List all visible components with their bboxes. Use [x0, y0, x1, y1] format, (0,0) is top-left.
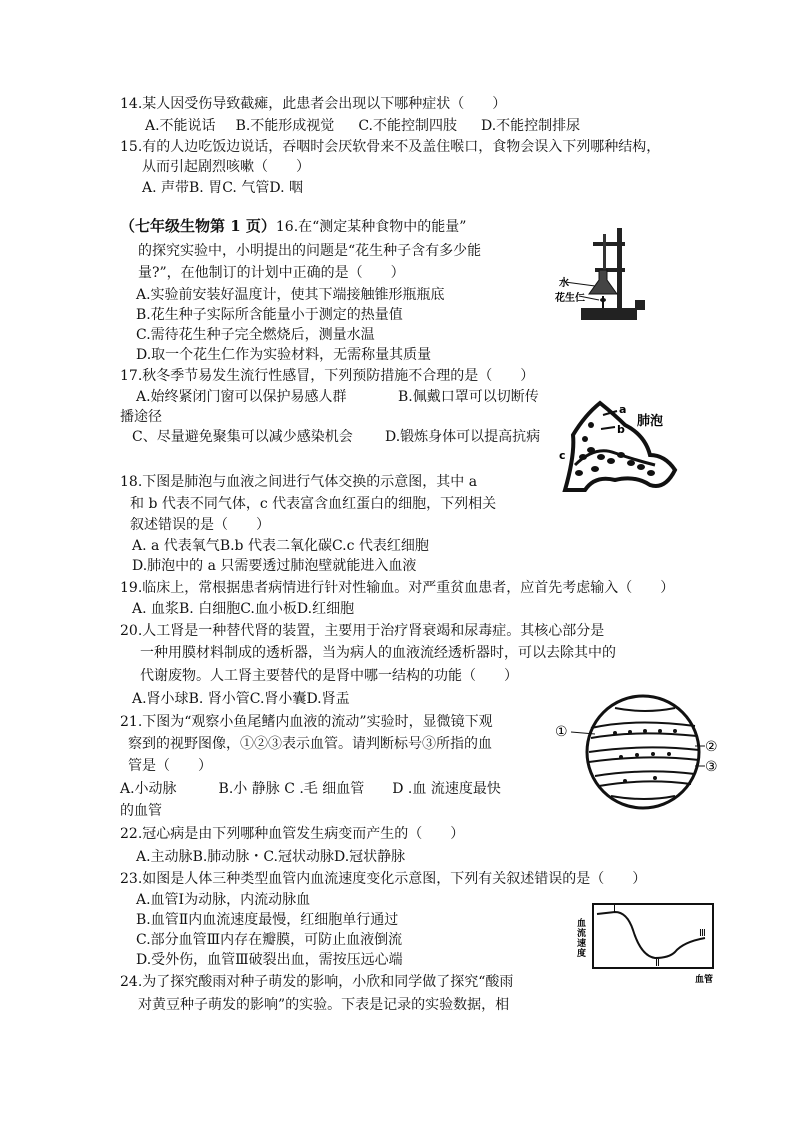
q20-options	[132, 690, 350, 708]
q18-figure-label-a: a	[619, 403, 627, 416]
q23-ylabel-1: 血	[577, 919, 587, 929]
q23-option-b: B.血管Ⅱ内血流速度最慢，红细胞单行通过	[136, 912, 399, 928]
q14-option-a: A.不能说话	[145, 118, 216, 134]
q15-option-c: C. 气管	[222, 180, 270, 196]
q21-figure-label-3: ③	[705, 759, 718, 775]
q19-options	[132, 600, 354, 618]
q17-stem: 17.秋冬季节易发生流行性感冒，下列预防措施不合理的是（ ）	[120, 368, 535, 384]
q17-option-a: A.始终紧闭门窗可以保护易感人群	[136, 389, 347, 405]
q22-option-d: D.冠状静脉	[333, 849, 406, 865]
q16-stem-line3: 量?”，在他制订的计划中正确的是（ ）	[138, 265, 405, 281]
q18-stem-line1: 18.下图是肺泡与血液之间进行气体交换的示意图，其中 a	[120, 474, 478, 490]
q21-figure-label-1: ①	[555, 724, 568, 740]
q23-ylabel-4: 度	[577, 949, 587, 959]
q14-stem: 14.某人因受伤导致截瘫，此患者会出现以下哪种症状（ ）	[120, 96, 507, 112]
q20-option-a: A.肾小球	[132, 691, 189, 707]
q18-option-d: D.肺泡中的 a 只需要透过肺泡壁就能进入血液	[132, 558, 417, 574]
q20-stem-line3: 代谢废物。人工肾主要替代的是肾中哪一结构的功能（ ）	[140, 668, 518, 684]
q18-alveolus-figure	[555, 395, 685, 500]
q23-option-a: A.血管Ⅰ为动脉，内流动脉血	[136, 892, 311, 908]
q18-option-b: B.b 代表二氧化碳	[219, 538, 332, 554]
q18-figure-label-b: b	[617, 423, 625, 436]
q15-option-a: A. 声带	[142, 180, 190, 196]
q22-stem: 22.冠心病是由下列哪种血管发生病变而产生的（ ）	[120, 826, 465, 842]
q18-options	[132, 537, 429, 555]
page-label: （七年级生物第 1 页）	[120, 217, 276, 235]
q16-figure-label-peanut: 花生仁	[555, 293, 585, 304]
q22-option-a: A.主动脉	[136, 849, 193, 865]
q14-option-b: B.不能形成视觉	[235, 118, 335, 134]
q21-stem-line2: 察到的视野图像，①②③表示血管。请判断标号③所指的血	[128, 736, 492, 752]
q16-figure-label-water: 水	[559, 278, 569, 289]
q20-option-c: C.肾小囊	[249, 691, 307, 707]
q23-figure-label-iii: Ⅲ	[699, 928, 706, 939]
q16-option-d: D.取一个花生仁作为实验材料，无需称量其质量	[136, 347, 432, 363]
q14-option-c: C.不能控制四肢	[358, 118, 457, 134]
q16-stem-start: 16.在“测定某种食物中的能量”	[275, 219, 467, 235]
q15-options	[142, 179, 303, 197]
q23-option-c: C.部分血管Ⅲ内存在瓣膜，可防止血液倒流	[136, 932, 403, 948]
q21-options: A.小动脉 B.小 静脉 C .毛 细血管 D .血 流速度最快	[120, 781, 501, 797]
q14-option-d: D.不能控制排尿	[480, 118, 581, 134]
q18-option-a: A. a 代表氧气	[132, 538, 220, 554]
q18-stem-line3: 叙述错误的是（ ）	[130, 517, 270, 533]
q24-stem-line1: 24.为了探究酸雨对种子萌发的影响，小欣和同学做了探究“酸雨	[120, 974, 514, 990]
q23-stem: 23.如图是人体三种类型血管内血流速度变化示意图，下列有关叙述错误的是（ ）	[120, 871, 647, 887]
q17-option-d-part1: D.锻炼身体可以提高抗病	[385, 429, 541, 445]
q18-stem-line2: 和 b 代表不同气体，c 代表富含血红蛋白的细胞，下列相关	[130, 496, 497, 512]
q21-stem-line1: 21.下图为“观察小鱼尾鳍内血液的流动”实验时，显微镜下观	[120, 714, 493, 730]
q15-option-d: D. 咽	[269, 180, 303, 196]
q16-option-a: A.实验前安装好温度计，使其下端接触锥形瓶瓶底	[136, 287, 445, 303]
q16-stem-line1	[120, 217, 466, 236]
q17-option-b-part1: B.佩戴口罩可以切断传	[398, 389, 539, 405]
q22-option-c: C.冠状动脉	[263, 849, 334, 865]
q16-option-c: C.需待花生种子完全燃烧后，测量水温	[136, 327, 375, 343]
q21-stem-line3: 管是（ ）	[128, 758, 212, 774]
q19-option-b: B. 白细胞	[179, 601, 241, 617]
q23-figure-label-ii: Ⅱ	[655, 958, 660, 969]
q18-option-c: C.c 代表红细胞	[331, 538, 429, 554]
q20-option-d: D.肾盂	[306, 691, 350, 707]
q19-option-d: D.红细胞	[296, 601, 355, 617]
q19-stem: 19.临床上，常根据患者病情进行针对性输血。对严重贫血患者，应首先考虑输入（ ）	[120, 580, 675, 596]
q18-figure-label-c: c	[559, 449, 566, 462]
q16-option-b: B.花生种子实际所含能量小于测定的热量值	[136, 307, 403, 323]
q20-stem-line2: 一种用膜材料制成的透析器，当为病人的血液流经透析器时，可以去除其中的	[140, 645, 616, 661]
q24-stem-line2: 对黄豆种子萌发的影响”的实验。下表是记录的实验数据，相	[138, 997, 510, 1013]
q18-figure-label-alveolus: 肺泡	[637, 414, 664, 429]
q20-stem-line1: 20.人工肾是一种替代肾的装置，主要用于治疗肾衰竭和尿毒症。其核心部分是	[120, 623, 605, 639]
q21-microscope-figure	[555, 688, 725, 818]
q23-xlabel: 血管	[695, 975, 714, 985]
q23-flow-speed-figure	[575, 900, 725, 985]
q22-option-b: B.肺动脉・	[192, 849, 264, 865]
q22-options	[136, 848, 405, 866]
q14-options	[145, 117, 580, 135]
q20-option-b: B. 肾小管	[188, 691, 250, 707]
q16-apparatus-figure	[555, 220, 675, 328]
q17-option-b-part2: 播途径	[120, 409, 162, 425]
q19-option-a: A. 血浆	[132, 601, 180, 617]
q16-stem-line2: 的探究实验中，小明提出的问题是“花生种子含有多少能	[138, 243, 482, 259]
q15-stem-line2: 从而引起剧烈咳嗽（ ）	[142, 159, 310, 175]
q17-option-c: C、尽量避免聚集可以减少感染机会	[132, 429, 353, 445]
q23-figure-label-i: Ⅰ	[613, 904, 616, 915]
q21-figure-label-2: ②	[705, 739, 718, 755]
q23-option-d: D.受外伤，血管Ⅲ破裂出血，需按压远心端	[136, 952, 403, 968]
q19-option-c: C.血小板	[240, 601, 297, 617]
q23-ylabel-3: 速	[577, 939, 587, 949]
q15-stem-line1: 15.有的人边吃饭边说话，吞咽时会厌软骨来不及盖住喉口，食物会误入下列哪种结构，	[120, 139, 661, 155]
q15-option-b: B. 胃	[189, 180, 223, 196]
q23-ylabel-2: 流	[577, 929, 587, 939]
q21-options-tail: 的血管	[120, 803, 162, 819]
